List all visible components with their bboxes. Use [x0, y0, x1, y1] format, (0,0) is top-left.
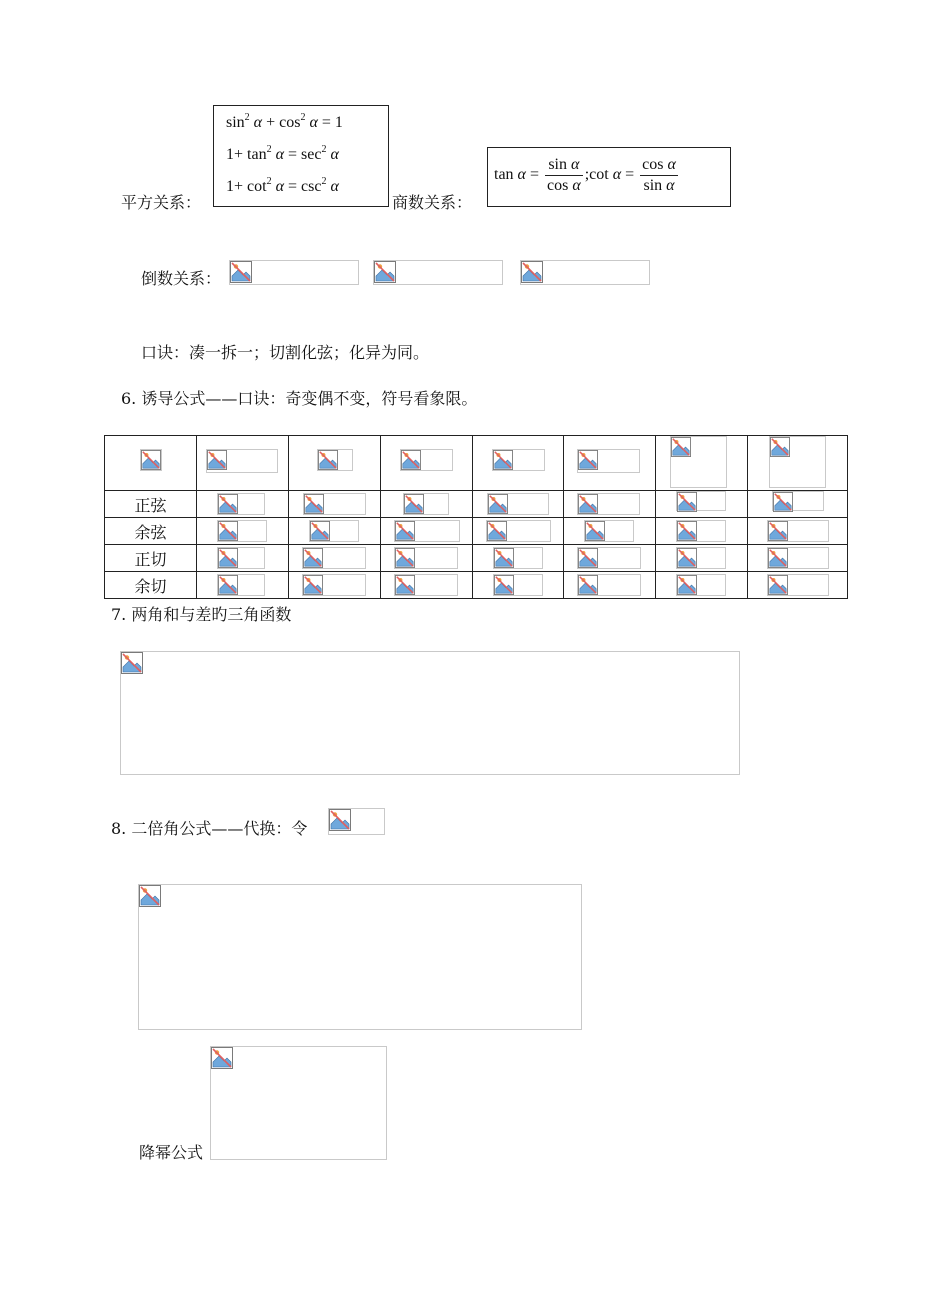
broken-image-icon	[310, 521, 330, 541]
formula-image	[493, 574, 543, 596]
section-7-title: 7. 两角和与差旳三角函数	[111, 605, 292, 624]
formula-image	[217, 493, 265, 515]
broken-image-icon	[139, 885, 161, 907]
table-cell	[381, 491, 473, 518]
broken-image-icon	[329, 809, 351, 831]
broken-image-icon	[585, 521, 605, 541]
broken-image-icon	[488, 494, 508, 514]
formula-image	[772, 491, 824, 511]
quotient-formula-line: tan α = $\frac{\text{sin α}}{\text{cos α}}$ ;cot α = $\frac{\text{cos α}}{\text{sin α}}$	[494, 156, 676, 194]
formula-image	[140, 449, 162, 471]
broken-image-icon	[487, 521, 507, 541]
table-cell	[564, 436, 656, 491]
broken-image-icon	[401, 450, 421, 470]
formula-image	[676, 520, 726, 542]
broken-image-icon	[770, 437, 790, 457]
broken-image-icon	[303, 548, 323, 568]
table-row	[105, 545, 848, 572]
formula-image	[486, 520, 551, 542]
table-cell	[473, 572, 564, 599]
row-label: 正弦	[105, 491, 197, 518]
table-cell	[656, 572, 748, 599]
broken-image-icon	[773, 492, 793, 512]
broken-image-icon	[768, 521, 788, 541]
table-cell	[289, 436, 381, 491]
broken-image-icon	[494, 548, 514, 568]
broken-image-icon	[218, 575, 238, 595]
formula-image	[577, 547, 641, 569]
formula-line-1: $\sin^2 \alpha + \cos^2 \alpha = 1$	[226, 112, 343, 131]
table-cell	[748, 572, 848, 599]
formula-image	[394, 547, 458, 569]
broken-image-icon	[141, 450, 161, 470]
formula-image	[309, 520, 359, 542]
reciprocal-formula-image-3	[520, 260, 650, 285]
formula-image	[206, 449, 278, 473]
formula-image	[303, 493, 366, 515]
table-cell	[748, 545, 848, 572]
table-cell	[656, 518, 748, 545]
formula-line-3: $1+ \cot^2 \alpha = \csc^2 \alpha$	[226, 176, 339, 195]
formula-image	[403, 493, 449, 515]
broken-image-icon	[207, 450, 227, 470]
formula-image	[302, 574, 366, 596]
broken-image-icon	[677, 548, 697, 568]
formula-image	[767, 547, 829, 569]
broken-image-icon	[395, 521, 415, 541]
broken-image-icon	[303, 575, 323, 595]
broken-image-icon	[671, 437, 691, 457]
table-row	[105, 491, 848, 518]
row-label: 余弦	[105, 518, 197, 545]
table-cell	[656, 436, 748, 491]
broken-image-icon	[395, 548, 415, 568]
table-cell	[748, 436, 848, 491]
induction-formula-table	[104, 435, 848, 599]
table-cell	[656, 491, 748, 518]
square-relation-label: 平方关系：	[121, 193, 202, 212]
table-cell	[381, 572, 473, 599]
table-cell	[473, 545, 564, 572]
table-cell	[656, 545, 748, 572]
broken-image-icon	[578, 450, 598, 470]
quotient-relation-formula	[487, 147, 731, 207]
table-cell	[289, 545, 381, 572]
table-cell	[381, 545, 473, 572]
table-cell	[564, 491, 656, 518]
power-reduction-label: 降幂公式	[139, 1143, 204, 1162]
formula-image	[584, 520, 634, 542]
broken-image-icon	[374, 261, 396, 283]
formula-image	[767, 520, 829, 542]
formula-line-2: $1+ \tan^2 \alpha = \sec^2 \alpha$	[226, 144, 339, 163]
table-cell	[748, 491, 848, 518]
table-cell	[564, 518, 656, 545]
formula-image	[217, 547, 265, 569]
table-row	[105, 572, 848, 599]
formula-image	[492, 449, 545, 471]
mnemonic-text: 口诀：凑一拆一；切割化弦；化异为同。	[141, 343, 430, 362]
section-6-title: 6. 诱导公式——口诀：奇变偶不变，符号看象限。	[121, 389, 478, 408]
broken-image-icon	[211, 1047, 233, 1069]
broken-image-icon	[395, 575, 415, 595]
table-cell	[197, 491, 289, 518]
table-cell	[289, 572, 381, 599]
table-cell	[197, 545, 289, 572]
row-label: 余切	[105, 572, 197, 599]
broken-image-icon	[121, 652, 143, 674]
row-label: 正切	[105, 545, 197, 572]
table-cell	[748, 518, 848, 545]
formula-image	[317, 449, 353, 471]
table-cell	[197, 436, 289, 491]
reciprocal-formula-image-1	[229, 260, 359, 285]
reciprocal-relation-label: 倒数关系：	[141, 269, 222, 288]
broken-image-icon	[230, 261, 252, 283]
formula-image	[676, 491, 726, 511]
formula-image	[577, 449, 640, 473]
quotient-relation-label: 商数关系：	[392, 193, 473, 212]
table-cell	[381, 436, 473, 491]
broken-image-icon	[578, 575, 598, 595]
square-relation-formula	[213, 105, 389, 207]
formula-image	[577, 574, 641, 596]
broken-image-icon	[494, 575, 514, 595]
table-cell	[564, 572, 656, 599]
formula-image	[302, 547, 366, 569]
formula-image	[394, 574, 458, 596]
tan-fraction: $\frac{\text{sin α}}{\text{cos α}}$	[546, 156, 581, 194]
broken-image-icon	[218, 521, 238, 541]
broken-image-icon	[768, 548, 788, 568]
formula-image	[769, 436, 826, 488]
broken-image-icon	[404, 494, 424, 514]
table-cell	[197, 572, 289, 599]
table-cell	[564, 545, 656, 572]
formula-image	[217, 520, 267, 542]
formula-image	[217, 574, 265, 596]
reciprocal-formula-image-2	[373, 260, 503, 285]
formula-image	[670, 436, 727, 488]
broken-image-icon	[218, 548, 238, 568]
table-cell	[381, 518, 473, 545]
formula-image	[676, 547, 726, 569]
broken-image-icon	[304, 494, 324, 514]
broken-image-icon	[578, 494, 598, 514]
broken-image-icon	[677, 521, 697, 541]
broken-image-icon	[218, 494, 238, 514]
formula-image	[493, 547, 543, 569]
table-header-row	[105, 436, 848, 491]
broken-image-icon	[521, 261, 543, 283]
table-cell	[289, 491, 381, 518]
formula-image	[767, 574, 829, 596]
broken-image-icon	[677, 492, 697, 512]
table-cell	[473, 436, 564, 491]
formula-image	[400, 449, 453, 471]
broken-image-icon	[677, 575, 697, 595]
formula-image	[676, 574, 726, 596]
section-8-title: 8. 二倍角公式——代换：令	[111, 819, 308, 838]
sum-difference-formula-image	[120, 651, 740, 775]
broken-image-icon	[768, 575, 788, 595]
table-cell	[289, 518, 381, 545]
formula-image	[394, 520, 460, 542]
formula-image	[577, 493, 640, 515]
table-cell	[473, 491, 564, 518]
table-cell	[105, 436, 197, 491]
table-cell	[473, 518, 564, 545]
broken-image-icon	[318, 450, 338, 470]
broken-image-icon	[493, 450, 513, 470]
formula-image	[487, 493, 549, 515]
substitution-formula-image	[328, 808, 385, 835]
table-cell	[197, 518, 289, 545]
double-angle-formula-image	[138, 884, 582, 1030]
broken-image-icon	[578, 548, 598, 568]
power-reduction-formula-image	[210, 1046, 387, 1160]
table-row	[105, 518, 848, 545]
cot-fraction: $\frac{\text{cos α}}{\text{sin α}}$	[642, 156, 676, 194]
